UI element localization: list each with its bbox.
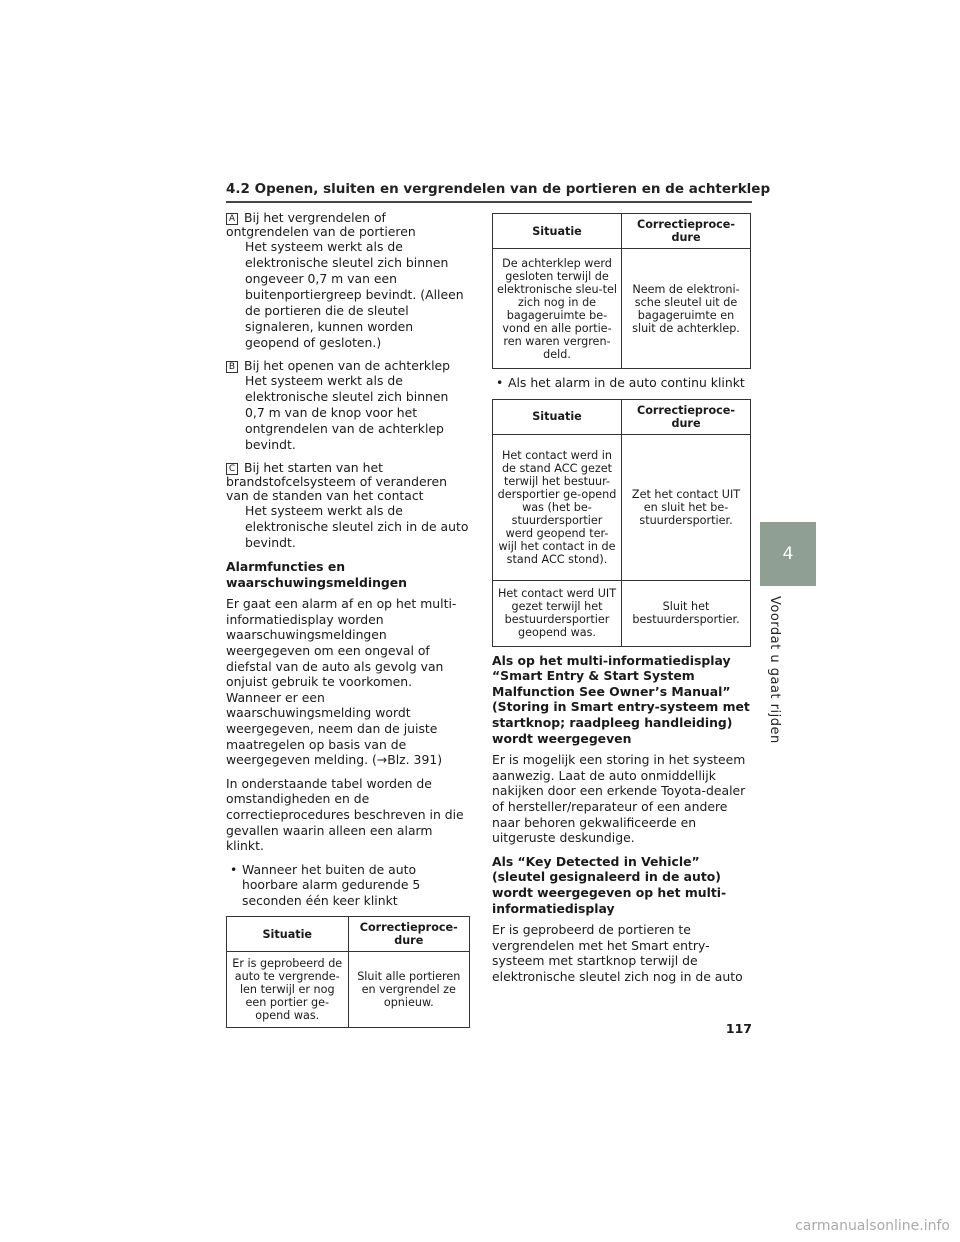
- item-c-title: Bij het starten van het brandstofcelsysteem of veranderen van de standen van het contact: [226, 460, 447, 503]
- key-detected-paragraph: Er is geprobeerd de portieren te vergrendelen met het Smart entry-systeem met startknop terwijl de elektronische sleutel zich nog in de auto: [492, 922, 743, 984]
- cell-situatie: Er is geprobeerd de auto te vergrende-len terwijl er nog een portier ge-opend was.: [227, 952, 349, 1028]
- left-column: [226, 211, 470, 1034]
- cell-situatie: Het contact werd in de stand ACC gezet terwijl het bestuur-dersportier ge-opend was (het be-stuurdersportier werd geopend ter-wijl het contact in de stand ACC stond).: [493, 434, 622, 580]
- item-b-body: Het systeem werkt als de elektronische sleutel zich binnen 0,7 m van de knop voor het ontgrendelen van de achterklep bevindt.: [245, 373, 449, 452]
- item-a-title: Bij het vergrendelen of ontgrendelen van de portieren: [226, 210, 416, 239]
- alarm-paragraph-2: In onderstaande tabel worden de omstandigheden en de correctieprocedures beschreven in die gevallen waarin alleen een alarm klinkt.: [226, 775, 464, 854]
- bullet-inside-alarm: • Als het alarm in de auto continu klinkt: [492, 375, 751, 391]
- cell-situatie: Het contact werd UIT gezet terwijl het bestuurdersportier geopend was.: [493, 580, 622, 646]
- alarm-heading: Alarmfuncties en waarschuwingsmeldingen: [226, 559, 407, 590]
- item-c: [226, 461, 470, 551]
- col-header-situatie: Situatie: [493, 399, 622, 434]
- col-header-correctie: Correctieproce-dure: [348, 917, 470, 952]
- item-a-body: Het systeem werkt als de elektronische sleutel zich binnen ongeveer 0,7 m van een buitenportiergreep bevindt. (Alleen de portieren die de sleutel signaleren, kunnen worden geopend of gesloten.): [245, 239, 464, 350]
- table-row: [227, 952, 470, 1028]
- right-column: [492, 213, 751, 992]
- cell-correctie: Sluit het bestuurdersportier.: [622, 580, 751, 646]
- col-header-correctie: Correctieproce-dure: [622, 214, 751, 249]
- cell-correctie: Sluit alle portieren en vergrendel ze opnieuw.: [348, 952, 470, 1028]
- cell-situatie: De achterklep werd gesloten terwijl de elektronische sleu-tel zich nog in de bagageruimte be-vond en alle portie-ren waren vergren-deld.: [493, 249, 622, 369]
- table-row: [493, 249, 751, 369]
- item-a: [226, 211, 470, 351]
- col-header-correctie: Correctieproce-dure: [622, 399, 751, 434]
- table-header-row: [227, 917, 470, 952]
- badge-b: B: [226, 361, 238, 373]
- watermark: carmanualsonline.info: [795, 1218, 950, 1234]
- page-header: 4.2 Openen, sluiten en vergrendelen van de portieren en de achterklep: [226, 181, 771, 197]
- table-row: [493, 580, 751, 646]
- chapter-label: Voordat u gaat rijden: [767, 596, 782, 744]
- item-c-body: Het systeem werkt als de elektronische sleutel zich in de auto bevindt.: [245, 503, 469, 550]
- col-header-situatie: Situatie: [227, 917, 349, 952]
- item-b-title: Bij het openen van de achterklep: [244, 358, 451, 373]
- header-rule: [226, 201, 752, 203]
- col-header-situatie: Situatie: [493, 214, 622, 249]
- item-b: [226, 359, 470, 453]
- malfunction-heading: Als op het multi-informatiedisplay “Smart Entry & Start System Malfunction See Owner’s Manual” (Storing in Smart entry-systeem met startknop; raadpleeg handleiding) wordt weergegeven: [492, 652, 750, 746]
- table-header-row: [493, 399, 751, 434]
- malfunction-paragraph: Er is mogelijk een storing in het systeem aanwezig. Laat de auto onmiddellijk nakijken door een erkende Toyota-dealer of hersteller/reparateur of een andere naar behoren gekwalificeerde en uitgeruste deskundige.: [492, 752, 746, 846]
- table-outside-alarm: [226, 916, 470, 1028]
- badge-c: C: [226, 463, 238, 475]
- chapter-tab: 4: [760, 522, 816, 586]
- cell-correctie: Zet het contact UIT en sluit het be-stuurdersportier.: [622, 434, 751, 580]
- table-inside-alarm: [492, 399, 751, 647]
- table-backdoor: [492, 213, 751, 369]
- bullet-outside-alarm: • Wanneer het buiten de auto hoorbare alarm gedurende 5 seconden één keer klinkt: [226, 862, 470, 909]
- cell-correctie: Neem de elektroni-sche sleutel uit de bagageruimte en sluit de achterklep.: [622, 249, 751, 369]
- table-header-row: [493, 214, 751, 249]
- table-row: [493, 434, 751, 580]
- alarm-paragraph-1: Er gaat een alarm af en op het multi-informatiedisplay worden waarschuwingsmeldingen weergegeven om een ongeval of diefstal van de auto als gevolg van onjuist gebruik te voorkomen. Wanneer er een waarschuwingsmelding wordt weergegeven, neem dan de juiste maatregelen op basis van de weergegeven melding. (→Blz. 391): [226, 596, 457, 768]
- key-detected-heading: Als “Key Detected in Vehicle” (sleutel gesignaleerd in de auto) wordt weergegeven op het multi-informatiedisplay: [492, 853, 727, 916]
- page-number: 117: [725, 1021, 752, 1036]
- badge-a: A: [226, 213, 238, 225]
